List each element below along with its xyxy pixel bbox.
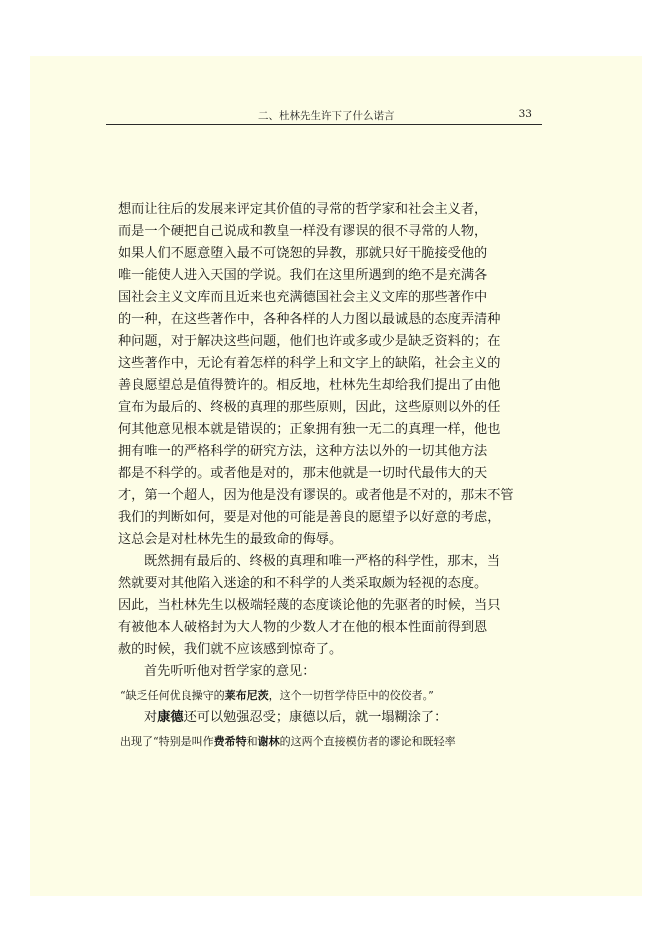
text-line: 想而让往后的发展来评定其价值的寻常的哲学家和社会主义者，: [118, 202, 488, 217]
text-line: 宣布为最后的、终极的真理的那些原则，因此，这些原则以外的任: [118, 400, 501, 415]
text-line: 如果人们不愿意堕入最不可饶恕的异教，那就只好干脆接受他的: [118, 246, 488, 261]
text-line: 国社会主义文库而且近来也充满德国社会主义文库的那些著作中: [118, 290, 488, 305]
quote-text: 和: [246, 735, 258, 748]
text-line: 才，第一个超人，因为他是没有谬误的。或者他是不对的，那末不管: [118, 488, 514, 503]
text-line: 有被他本人破格封为大人物的少数人才在他的根本性面前得到恩: [118, 620, 488, 635]
paragraph-start: 首先听听他对哲学家的意见：: [144, 664, 316, 679]
quote-fichte-schelling: [120, 732, 456, 752]
text-run: 对: [144, 710, 158, 725]
running-header: [106, 106, 542, 125]
header-title: 二、杜林先生许下了什么诺言: [258, 110, 395, 122]
text-line: 种问题，对于解决这些问题，他们也许或多或少是缺乏资料的；在: [118, 334, 501, 349]
text-line: 拥有唯一的严格科学的研究方法，这种方法以外的一切其他方法: [118, 444, 488, 459]
text-line: 这些著作中，无论有着怎样的科学上和文字上的缺陷，社会主义的: [118, 356, 501, 371]
text-line: 我们的判断如何，要是对他的可能是善良的愿望予以好意的考虑，: [118, 510, 501, 525]
paragraph-start: 既然拥有最后的、终极的真理和唯一严格的科学性，那末，当: [144, 554, 501, 569]
name-kant: 康德: [157, 710, 184, 725]
text-line: 因此，当杜林先生以极端轻蔑的态度谈论他的先驱者的时候，当只: [118, 598, 501, 613]
name-schelling: 谢林: [257, 735, 280, 748]
text-line: 唯一能使人进入天国的学说。我们在这里所遇到的绝不是充满各: [118, 268, 488, 283]
text-line: 而是一个硬把自己说成和教皇一样没有谬误的很不寻常的人物，: [118, 224, 488, 239]
page-number: 33: [518, 108, 532, 120]
quote-text: 的这两个直接模仿者的谬论和既轻率: [279, 735, 456, 748]
text-line: 然就要对其他陷入迷途的和不科学的人类采取颇为轻视的态度。: [118, 576, 488, 591]
text-line: 何其他意见根本就是错误的；正象拥有独一无二的真理一样，他也: [118, 422, 501, 437]
name-fichte: 费希特: [213, 735, 247, 748]
quote-text: “缺乏任何优良操守的: [120, 689, 225, 702]
quote-leibniz: [120, 686, 434, 706]
text-line: 赦的时候，我们就不应该感到惊奇了。: [118, 642, 343, 657]
quote-text: 出现了“特别是叫作: [120, 735, 214, 748]
name-leibniz: 莱布尼茨: [224, 689, 269, 702]
quote-text: ，这个一切哲学侍臣中的佼佼者。”: [268, 689, 434, 702]
text-line: 都是不科学的。或者他是对的，那末他就是一切时代最伟大的天: [118, 466, 488, 481]
paragraph-kant: [144, 708, 447, 728]
text-line: 善良愿望总是值得赞许的。相反地，杜林先生却给我们提出了由他: [118, 378, 501, 393]
text-line: 的一种，在这些著作中，各种各样的人力图以最诚恳的态度弄清种: [118, 312, 501, 327]
text-run: 还可以勉强忍受；康德以后，就一塌糊涂了：: [183, 710, 448, 725]
text-line: 这总会是对杜林先生的最致命的侮辱。: [118, 532, 343, 547]
